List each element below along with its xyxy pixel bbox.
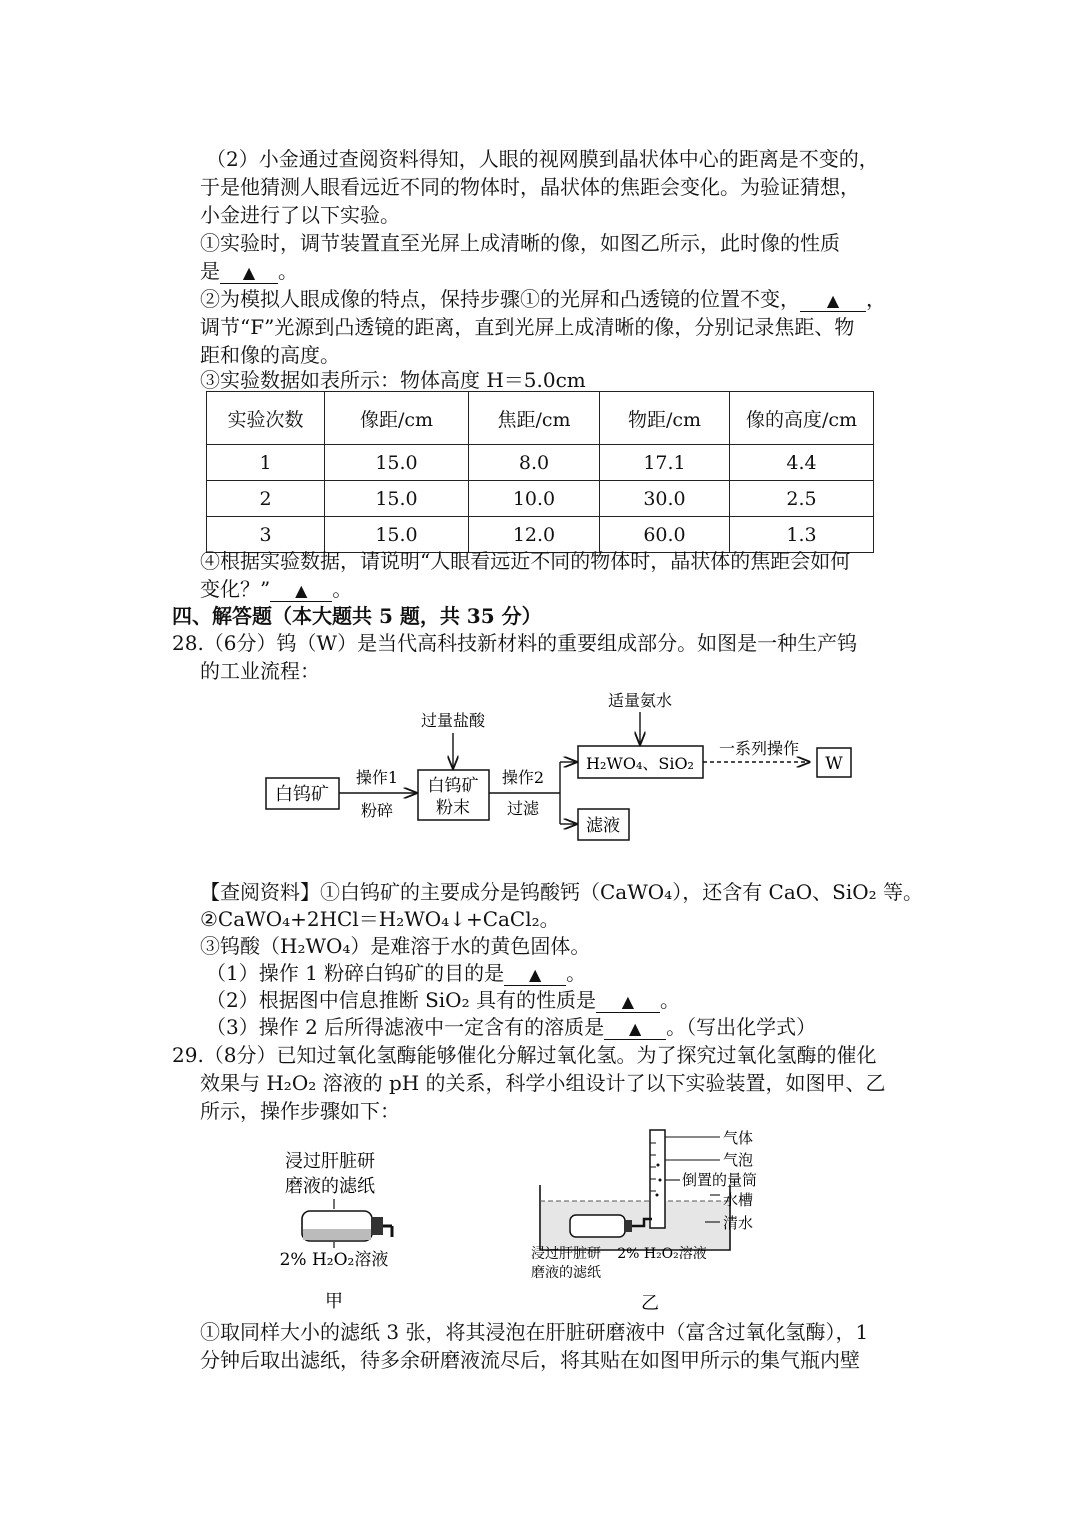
- table-cell: 17.1: [600, 445, 730, 481]
- op2-sub-label: 过滤: [506, 799, 540, 818]
- q28-sub1: （1）操作 1 粉碎白钨矿的目的是 ▲ 。: [206, 961, 587, 985]
- q27-step3-line: ③实验数据如表所示：物体高度 H＝5.0cm: [200, 368, 586, 392]
- fig-b-caption: 乙: [641, 1293, 659, 1314]
- answer-blank[interactable]: ▲: [800, 289, 866, 312]
- table-row: [207, 517, 874, 553]
- gas-bottle: [570, 1215, 625, 1237]
- q27-step4-line2: 变化？” ▲ 。: [200, 577, 353, 601]
- answer-blank[interactable]: ▲: [270, 579, 332, 602]
- fig-b-label: 清水: [723, 1214, 754, 1232]
- table-cell: 10.0: [469, 481, 600, 517]
- fig-a-label: 磨液的滤纸: [285, 1176, 375, 1197]
- answer-blank[interactable]: ▲: [604, 1017, 666, 1040]
- table-header-row: [207, 392, 874, 445]
- q27-step1-line2: 是 ▲ 。: [200, 259, 298, 283]
- q27-step1-line1: ①实验时，调节装置直至光屏上成清晰的像，如图乙所示，此时像的性质: [200, 231, 840, 255]
- table-row: [207, 445, 874, 481]
- q29-step1-line2: 分钟后取出滤纸，待多余研磨液流尽后，将其贴在如图甲所示的集气瓶内壁: [200, 1348, 860, 1372]
- table-row: [207, 481, 874, 517]
- q28-sub3: （3）操作 2 后所得滤液中一定含有的溶质是 ▲ 。（写出化学式）: [206, 1015, 817, 1039]
- q27-step4-line1: ④根据实验数据，请说明“人眼看远近不同的物体时，晶状体的焦距会如何: [200, 549, 851, 573]
- reagent2-label: 适量氨水: [607, 691, 673, 710]
- table-cell: 15.0: [325, 481, 469, 517]
- op1-sub-label: 粉碎: [360, 801, 394, 820]
- powder-box-label: 粉末: [436, 798, 470, 818]
- ore-box-label: 白钨矿: [275, 784, 329, 805]
- q27-step2-line1: ②为模拟人眼成像的特点，保持步骤①的光屏和凸透镜的位置不变， ▲ ，: [200, 287, 886, 311]
- table-cell: 15.0: [325, 517, 469, 553]
- table-cell: 2.5: [730, 481, 874, 517]
- q27-p2-line2: 于是他猜测人眼看远近不同的物体时，晶状体的焦距会变化。为验证猜想，: [200, 175, 860, 199]
- table-cell: 15.0: [325, 445, 469, 481]
- q29-line1: 29.（8分）已知过氧化氢酶能够催化分解过氧化氢。为了探究过氧化氢酶的催化: [172, 1043, 877, 1067]
- q28-line1: 28.（6分）钨（W）是当代高科技新材料的重要组成部分。如图是一种生产钨: [172, 631, 858, 655]
- section-title: 四、解答题（本大题共 5 题，共 35 分）: [172, 604, 542, 628]
- q27-step2-line2: 调节“F”光源到凸透镜的距离，直到光屏上成清晰的像，分别记录焦距、物: [200, 315, 855, 339]
- table-cell: 3: [207, 517, 325, 553]
- q29-line2: 效果与 H₂O₂ 溶液的 pH 的关系，科学小组设计了以下实验装置，如图甲、乙: [200, 1071, 886, 1095]
- fig-b-label: 气体: [723, 1129, 754, 1147]
- fig-b-label: 浸过肝脏研: [531, 1246, 601, 1262]
- q28-reference-1: 【查阅资料】①白钨矿的主要成分是钨酸钙（CaWO₄），还含有 CaO、SiO₂ 等。: [200, 880, 924, 904]
- table-header: 物距/cm: [600, 392, 730, 445]
- stopper: [371, 1217, 383, 1235]
- table-header: 实验次数: [207, 392, 325, 445]
- op2-label: 操作2: [501, 768, 545, 787]
- table-cell: 1: [207, 445, 325, 481]
- q27-p2-line3: 小金进行了以下实验。: [200, 203, 400, 227]
- table-cell: 12.0: [469, 517, 600, 553]
- q27-step2-line3: 距和像的高度。: [200, 343, 340, 367]
- q28-reference-2: ②CaWO₄+2HCl＝H₂WO₄↓+CaCl₂。: [200, 907, 560, 931]
- table-cell: 60.0: [600, 517, 730, 553]
- table-header: 像的高度/cm: [730, 392, 874, 445]
- figure-a-apparatus: [270, 1145, 430, 1315]
- table-cell: 4.4: [730, 445, 874, 481]
- product-box-label: H₂WO₄、SiO₂: [586, 754, 694, 773]
- series-label: 一系列操作: [718, 739, 800, 758]
- tungsten-flow-diagram: [255, 682, 865, 847]
- q28-reference-3: ③钨酸（H₂WO₄）是难溶于水的黄色固体。: [200, 934, 591, 958]
- fig-b-label: 磨液的滤纸: [531, 1265, 601, 1281]
- q27-p2-line1: （2）小金通过查阅资料得知，人眼的视网膜到晶状体中心的距离是不变的，: [206, 147, 879, 171]
- answer-blank[interactable]: ▲: [504, 963, 566, 986]
- tungsten-box-label: W: [825, 754, 843, 774]
- fig-b-label: 气泡: [723, 1151, 754, 1169]
- filtrate-box-label: 滤液: [586, 816, 620, 836]
- answer-blank[interactable]: ▲: [596, 990, 660, 1013]
- fig-a-label: 2% H₂O₂溶液: [279, 1250, 389, 1270]
- fig-b-label: 倒置的量筒: [682, 1171, 758, 1189]
- table-header: 焦距/cm: [469, 392, 600, 445]
- fig-b-label: 水槽: [723, 1191, 754, 1209]
- table-cell: 8.0: [469, 445, 600, 481]
- experiment-data-table: [206, 391, 874, 553]
- powder-box-label: 白钨矿: [427, 776, 479, 796]
- op1-label: 操作1: [355, 768, 399, 787]
- fig-b-label: 2% H₂O₂溶液: [617, 1246, 707, 1262]
- q29-line3: 所示，操作步骤如下：: [200, 1099, 400, 1123]
- table-cell: 30.0: [600, 481, 730, 517]
- q28-line2: 的工业流程：: [200, 659, 320, 683]
- table-cell: 1.3: [730, 517, 874, 553]
- figure-b-apparatus: [520, 1125, 820, 1315]
- fig-a-caption: 甲: [325, 1291, 343, 1312]
- table-header: 像距/cm: [325, 392, 469, 445]
- q29-step1-line1: ①取同样大小的滤纸 3 张，将其浸泡在肝脏研磨液中（富含过氧化氢酶），1: [200, 1320, 869, 1344]
- answer-blank[interactable]: ▲: [220, 261, 278, 284]
- table-cell: 2: [207, 481, 325, 517]
- q28-sub2: （2）根据图中信息推断 SiO₂ 具有的性质是 ▲ 。: [206, 988, 680, 1012]
- fig-a-label: 浸过肝脏研: [285, 1151, 375, 1172]
- reagent1-label: 过量盐酸: [420, 711, 486, 730]
